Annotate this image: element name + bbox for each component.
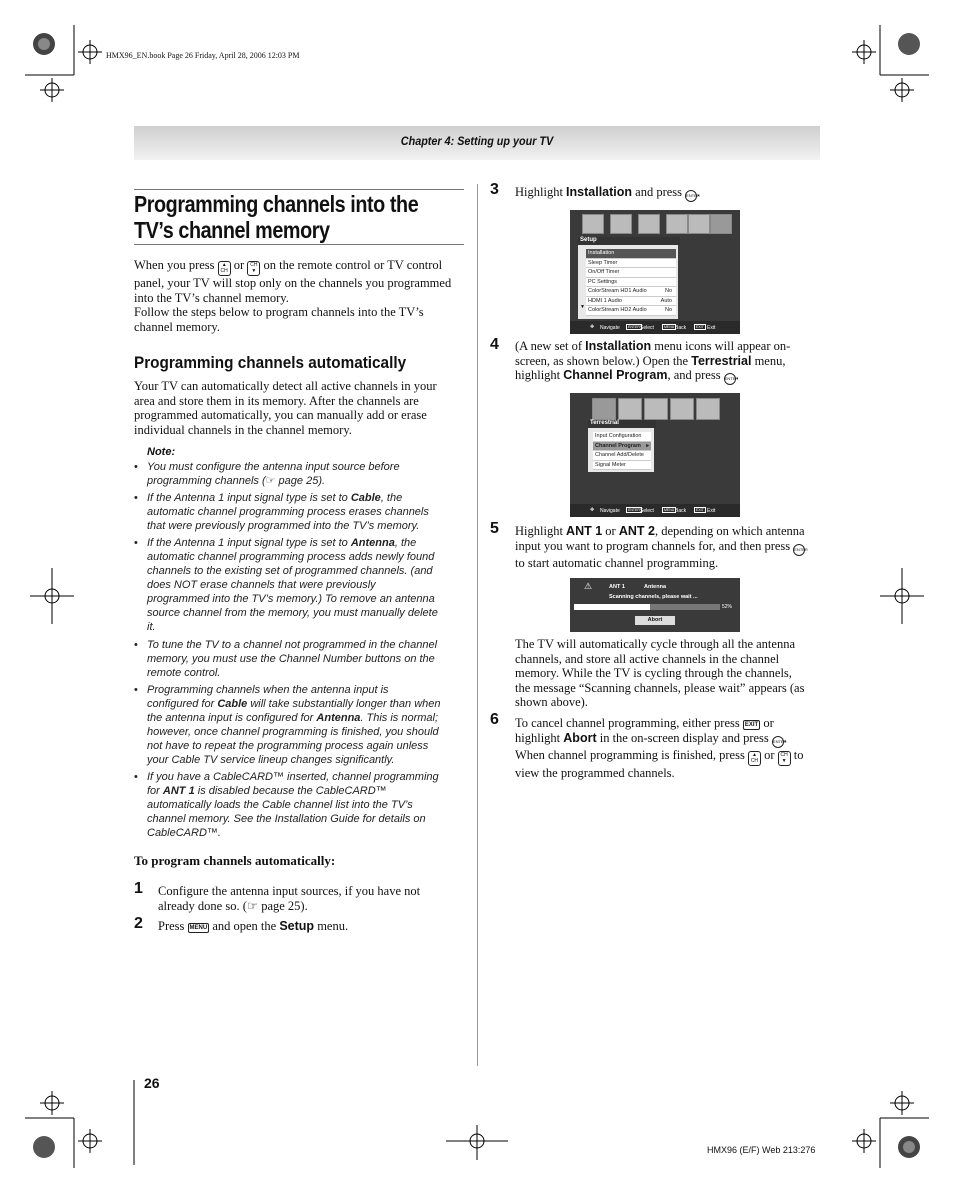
clock-icon — [670, 398, 694, 420]
setup-menu-item[interactable]: HDMI 1 Audio Auto — [586, 297, 676, 307]
setup-menu-help-bar: ✥ Navigate ENTER Select MENU Back EXIT Exit — [570, 321, 740, 334]
step-1-number: 1 — [134, 880, 143, 897]
abort-button[interactable]: Abort — [635, 616, 675, 625]
intro-paragraph-1: When you press ▲ CH or CH ▼ on the remote control or TV control panel, your TV will stop only on the channels you programmed into the TV’s channel memory. — [134, 258, 452, 305]
exit-key-icon: EXIT — [744, 722, 759, 728]
terrestrial-menu-screenshot — [570, 393, 740, 517]
applications-icon — [710, 214, 732, 234]
enter-key-icon: ENTER — [685, 190, 697, 202]
setup-menu-item[interactable]: ColorStream HD2 Audio No — [586, 306, 676, 316]
setup-menu-screenshot — [570, 210, 740, 334]
picture-icon — [582, 214, 604, 234]
channel-down-key-icon: CH ▼ — [778, 751, 791, 766]
enter-key-icon: ENTER — [772, 736, 784, 748]
terrestrial-menu-help-bar: ✥ Navigate ENTER Select MENU Back EXIT Exit — [570, 504, 740, 517]
setup-menu-item[interactable]: Sleep Timer — [586, 259, 676, 269]
enter-key-icon: ENTER — [793, 544, 805, 556]
scanning-screenshot — [570, 578, 740, 632]
step-4-number: 4 — [490, 336, 499, 353]
chapter-header: Chapter 4: Setting up your TV — [400, 134, 554, 148]
enter-key-icon: ENTER — [724, 373, 736, 385]
title-rule-bottom — [134, 244, 464, 245]
channel-down-key-icon: CH ▼ — [247, 261, 260, 276]
footer-code: HMX96 (E/F) Web 213:276 — [707, 1145, 816, 1155]
step-3-number: 3 — [490, 181, 499, 198]
scan-percent: 52% — [722, 604, 733, 610]
setup-menu-item[interactable]: PC Settings — [586, 278, 676, 288]
intro-paragraph-2: Follow the steps below to program channels into the TV’s channel memory. — [134, 305, 424, 334]
terrestrial-menu-panel — [588, 420, 654, 472]
title-rule-top — [134, 189, 464, 190]
note-label: Note: — [147, 446, 176, 458]
scan-antenna-number: ANT 1 — [609, 584, 625, 590]
note-item-4: • To tune the TV to a channel not programmed in the channel memory, you must use the Channel Number buttons on the remote control. — [134, 639, 438, 679]
scan-antenna-type: Antenna — [644, 584, 666, 590]
warning-icon: ⚠ — [584, 581, 593, 591]
step-6-text: To cancel channel programming, either press EXIT or highlight Abort in the on-screen display and press ENTER. When channel programming is finished, press ▲ CH or CH ▼ to view the programmed channels. — [515, 716, 804, 780]
step-5-number: 5 — [490, 520, 499, 537]
time-zone-icon — [644, 398, 668, 420]
section-paragraph: Your TV can automatically detect all active channels in your area and store them in its memory. After the channels are programmed automatically, you can manually add or erase individual channels in the channel memory. — [134, 379, 437, 437]
print-header: HMX96_EN.book Page 26 Friday, April 28, 2006 12:03 PM — [106, 51, 300, 60]
scan-progress-fill — [574, 604, 650, 610]
terrestrial-menu-item[interactable]: Channel Add/Delete — [593, 451, 651, 461]
setup-icon — [666, 214, 688, 234]
setup-menu-title: Setup — [578, 237, 680, 245]
note-item-5: • Programming channels when the antenna input is configured for Cable will take substantially longer than when the antenna input is configured for Antenna. This is normal; however, once channel programming is finished, you should not have to repeat the programming process again unless your Cable TV service lineup changes significantly. — [134, 684, 441, 766]
chapter-header-bar — [134, 126, 820, 160]
menu-key-icon: MENU — [189, 925, 208, 931]
preferences-icon — [638, 214, 660, 234]
navigate-icon: ✥ — [590, 507, 595, 513]
scan-progress-track — [574, 604, 720, 610]
channel-up-key-icon: ▲ CH — [218, 261, 231, 276]
terrestrial-menu-item[interactable]: Channel Program ▸ — [593, 442, 651, 452]
note-item-1: • You must configure the antenna input source before programming channels (☞ page 25). — [134, 461, 400, 487]
channel-up-key-icon: ▲ CH — [748, 751, 761, 766]
section-title: Programming channels automatically — [134, 353, 407, 372]
terrestrial-menu-item[interactable]: Signal Meter — [593, 461, 651, 471]
step-6-number: 6 — [490, 711, 499, 728]
note-item-6: • If you have a CableCARD™ inserted, channel programming for ANT 1 is disabled because the CableCARD™ automatically loads the Cable channel list into the TV’s channel memory. See the Installation Guide for details on CableCARD™. — [134, 771, 439, 839]
audio-icon — [610, 214, 632, 234]
setup-menu-item[interactable]: ColorStream HD1 Audio No — [586, 287, 676, 297]
scroll-down-icon: ▼ — [580, 305, 585, 310]
submenu-arrow-icon: ▸ — [646, 442, 649, 449]
cycle-paragraph: The TV will automatically cycle through all the antenna channels, and store all active channels in the channel memory. While the TV is cycling through the channels, the message “Scanning channels, please wait” appears (as shown above). — [515, 637, 805, 710]
terrestrial-menu-item[interactable]: Input Configuration — [593, 432, 651, 442]
setup-menu-item[interactable]: Installation — [586, 249, 676, 259]
page-title: Programming channels into the TV’s channel memory — [134, 191, 419, 243]
setup-menu-item-value: No — [664, 307, 672, 313]
step-2-text: Press MENU and open the Setup menu. — [158, 919, 349, 933]
procedure-title: To program channels automatically: — [134, 853, 336, 868]
navigate-icon: ✥ — [590, 324, 595, 330]
setup-menu-panel — [578, 237, 678, 319]
step-3-text: Highlight Installation and press ENTER. — [515, 185, 700, 202]
scan-message: Scanning channels, please wait ... — [609, 594, 698, 600]
page-reference-icon: ☞ — [246, 898, 259, 913]
setup-menu-item-value: Auto — [660, 297, 672, 304]
terrestrial-icon — [592, 398, 616, 420]
note-item-3: • If the Antenna 1 input signal type is set to Antenna, the automatic channel programming process adds newly found channels to the existing set of programmed channels. (and does NOT erase channels that were previously programmed into the TV’s memory.) To remove an antenna source channel from the memory, you must manually delete it. — [134, 537, 438, 633]
page-number: 26 — [144, 1075, 160, 1091]
column-divider — [477, 184, 478, 1066]
step-5-text: Highlight ANT 1 or ANT 2, depending on which antenna input you want to program channels for, and then press ENTER to start automatic channel programming. — [515, 524, 808, 570]
cable-icon — [618, 398, 642, 420]
terrestrial-menu-title: Terrestrial — [588, 420, 656, 428]
note-item-2: • If the Antenna 1 input signal type is set to Cable, the automatic channel programming process erases channels that were previously programmed into the TV’s memory. — [134, 492, 429, 532]
lock-icon — [688, 214, 710, 234]
step-1-text: Configure the antenna input sources, if you have not already done so. (☞ page 25). — [158, 884, 421, 913]
page-reference-icon: ☞ — [265, 475, 276, 487]
system-info-icon — [696, 398, 720, 420]
step-2-number: 2 — [134, 915, 143, 932]
step-4-text: (A new set of Installation menu icons will appear on- screen, as shown below.) Open the Terrestrial menu, highlight Channel Program, and press ENTER. — [515, 339, 825, 385]
setup-menu-item[interactable]: On/Off Timer — [586, 268, 676, 278]
setup-menu-item-value: No — [664, 288, 672, 294]
